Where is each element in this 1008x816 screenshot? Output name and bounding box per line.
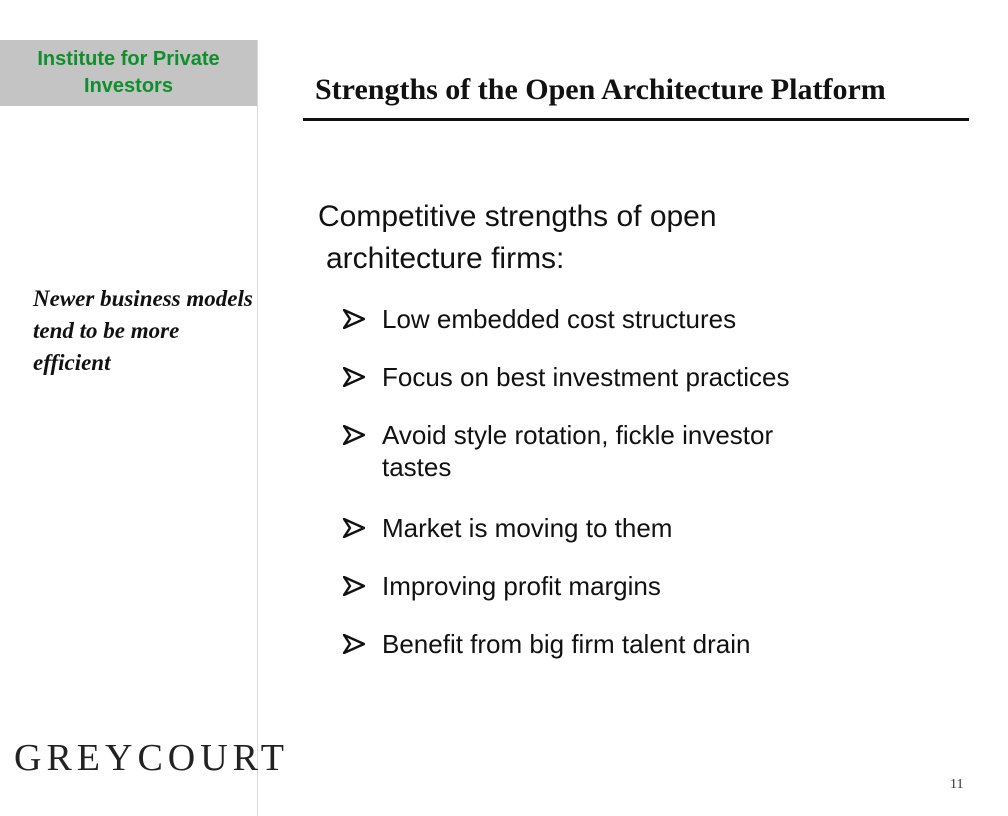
arrow-right-icon [340,419,368,451]
bullet-item [340,628,960,660]
arrow-right-icon [340,628,368,660]
arrow-right-icon [340,361,368,393]
slide-title: Strengths of the Open Architecture Platform [315,73,886,106]
bullet-item [340,512,960,544]
institute-label: Institute for Private Investors [37,48,220,97]
institute-banner [0,40,257,106]
bullet-text-line-2: tastes [382,452,452,482]
bullet-text: Focus on best investment practices [382,362,790,392]
bullet-item [340,361,960,393]
greycourt-logo: GREYCOURT [14,737,289,779]
side-note: Newer business models tend to be more efficient [33,286,253,375]
page-number: 11 [950,777,964,792]
intro-line-2: architecture firms: [326,242,565,275]
bullet-text [382,419,773,483]
sidebar-divider [257,40,258,816]
bullet-text: Benefit from big firm talent drain [382,629,751,659]
bullet-item [340,419,960,483]
arrow-right-icon [340,512,368,544]
arrow-right-icon [340,570,368,602]
title-underline [303,118,969,121]
intro-text [318,196,918,280]
bullet-item [340,303,960,335]
intro-line-1: Competitive strengths of open [318,200,717,233]
arrow-right-icon [340,303,368,335]
bullet-text: Market is moving to them [382,513,673,543]
bullet-item [340,570,960,602]
bullet-text-line-1: Avoid style rotation, fickle investor [382,420,774,450]
bullet-text: Improving profit margins [382,571,661,601]
bullet-text: Low embedded cost structures [382,304,737,334]
